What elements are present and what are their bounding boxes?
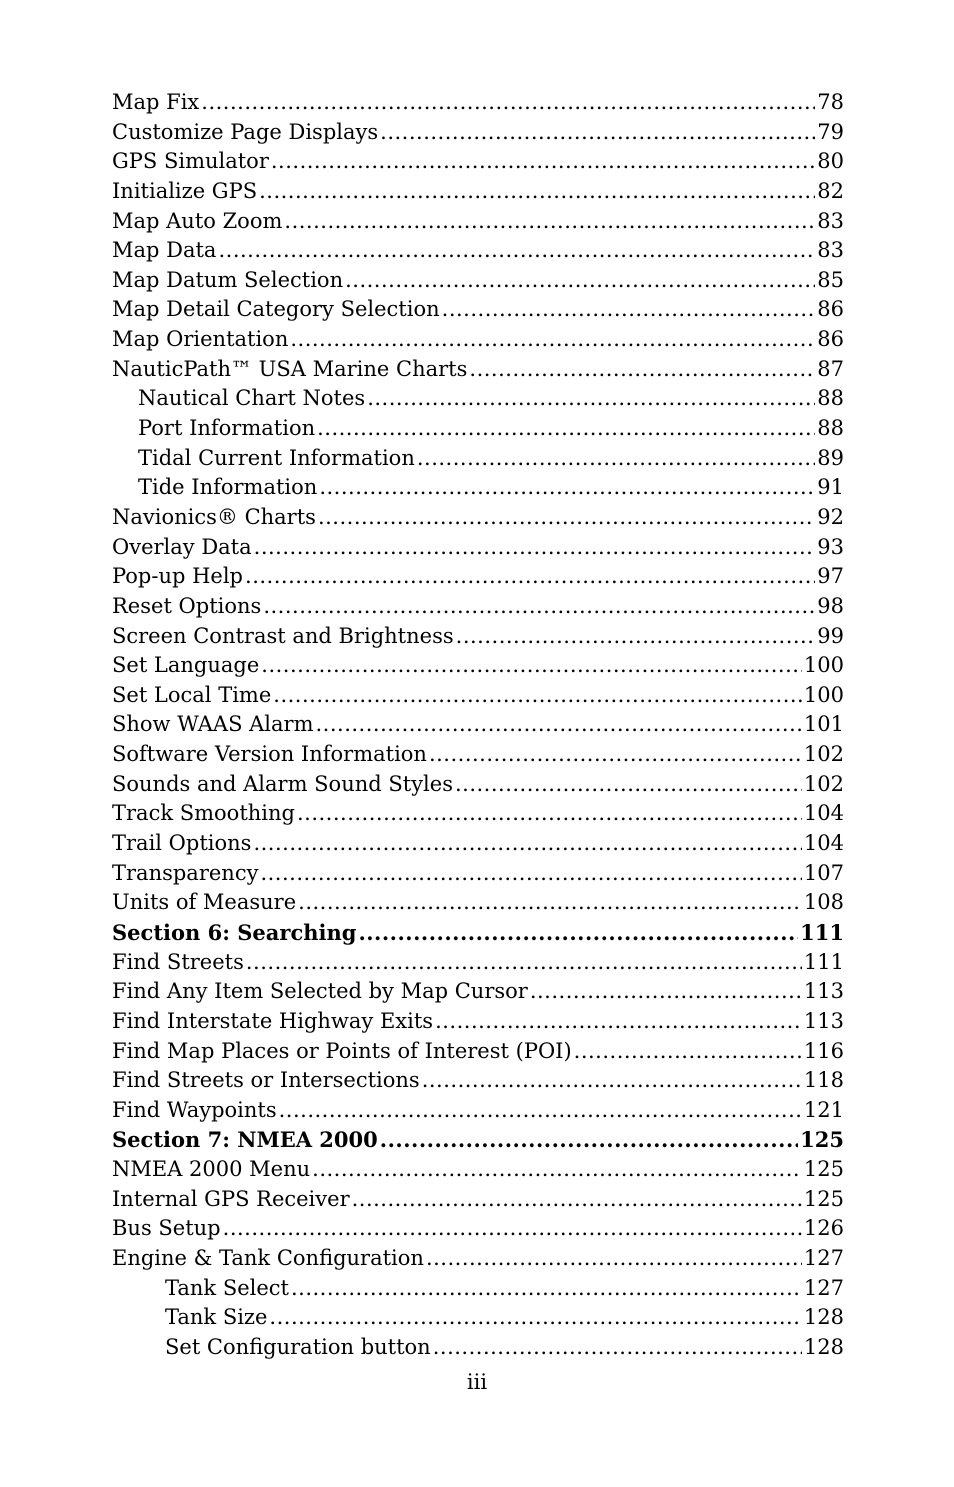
toc-entry[interactable] — [112, 977, 844, 1007]
dot-leader — [352, 1185, 802, 1215]
toc-entry-title: Engine & Tank Configuration — [112, 1245, 424, 1270]
toc-entry-title: Find Streets or Intersections — [112, 1068, 420, 1093]
toc-section-heading[interactable] — [112, 1125, 844, 1155]
toc-entry-page: 118 — [803, 1068, 844, 1093]
toc-entry[interactable] — [112, 295, 844, 325]
dot-leader — [279, 1096, 802, 1126]
dot-leader — [297, 799, 802, 829]
toc-entry[interactable] — [112, 1244, 844, 1274]
dot-leader — [245, 562, 815, 592]
toc-entry-page: 86 — [817, 327, 844, 352]
toc-entry-page: 108 — [803, 890, 844, 915]
dot-leader — [456, 622, 816, 652]
toc-entry-title: Bus Setup — [112, 1216, 221, 1241]
toc-entry-title: Tank Size — [165, 1305, 268, 1330]
toc-entry[interactable] — [112, 1007, 844, 1037]
dot-leader — [263, 592, 815, 622]
toc-entry[interactable] — [112, 118, 844, 148]
toc-entry-title: Overlay Data — [112, 534, 252, 559]
toc-entry-title: GPS Simulator — [112, 149, 269, 174]
dot-leader — [273, 681, 802, 711]
toc-entry-title: Map Auto Zoom — [112, 208, 283, 233]
dot-leader — [574, 1037, 802, 1067]
toc-entry[interactable] — [112, 622, 844, 652]
toc-entry-page: 113 — [803, 1008, 844, 1033]
toc-entry-title: Map Fix — [112, 90, 200, 114]
dot-leader — [284, 207, 815, 237]
dot-leader — [417, 444, 815, 474]
toc-entry-page: 113 — [803, 979, 844, 1004]
toc-entry-page: 127 — [803, 1275, 844, 1300]
dot-leader — [442, 295, 816, 325]
toc-entry-page: 92 — [817, 504, 844, 529]
dot-leader — [291, 1274, 802, 1304]
toc-entry[interactable] — [112, 266, 844, 296]
dot-leader — [218, 236, 815, 266]
toc-entry-page: 107 — [803, 860, 844, 885]
toc-entry[interactable] — [112, 562, 844, 592]
page-number: iii — [466, 1370, 488, 1394]
toc-entry[interactable] — [112, 592, 844, 622]
toc-entry[interactable] — [112, 177, 844, 207]
dot-leader — [429, 740, 802, 770]
toc-entry-page: 98 — [817, 593, 844, 618]
toc-entry[interactable] — [112, 651, 844, 681]
toc-entry-title: Internal GPS Receiver — [112, 1186, 350, 1211]
toc-entry-title: Track Smoothing — [112, 801, 295, 826]
toc-entry-page: 104 — [803, 831, 844, 856]
toc-entry[interactable] — [112, 444, 844, 474]
dot-leader — [246, 948, 802, 978]
dot-leader — [269, 1303, 801, 1333]
toc-entry[interactable] — [112, 473, 844, 503]
toc-entry-page: 111 — [803, 949, 844, 974]
toc-entry-page: 125 — [800, 1127, 844, 1153]
toc-entry[interactable] — [112, 355, 844, 385]
dot-leader — [290, 325, 815, 355]
toc-entry-title: Screen Contrast and Brightness — [112, 623, 454, 648]
dot-leader — [298, 888, 802, 918]
toc-entry-page: 78 — [817, 90, 844, 114]
toc-entry-page: 91 — [817, 475, 844, 500]
toc-entry[interactable] — [112, 533, 844, 563]
toc-entry[interactable] — [112, 948, 844, 978]
dot-leader — [260, 859, 801, 889]
toc-entry-title: Section 7: NMEA 2000 — [112, 1127, 378, 1153]
toc-entry[interactable] — [112, 1037, 844, 1067]
dot-leader — [367, 384, 815, 414]
toc-entry[interactable] — [112, 770, 844, 800]
toc-entry-title: Set Configuration button — [165, 1334, 431, 1359]
toc-entry-page: 86 — [817, 297, 844, 322]
toc-entry-page: 104 — [803, 801, 844, 826]
toc-entry-page: 87 — [817, 356, 844, 381]
toc-entry-title: Find Waypoints — [112, 1097, 277, 1122]
toc-entry-title: Find Interstate Highway Exits — [112, 1008, 434, 1033]
toc-entry-title: Show WAAS Alarm — [112, 712, 314, 737]
toc-entry-page: 83 — [817, 208, 844, 233]
toc-entry-title: Customize Page Displays — [112, 119, 379, 144]
toc-entry[interactable] — [112, 710, 844, 740]
toc-entry[interactable] — [112, 829, 844, 859]
toc-entry-page: 128 — [803, 1305, 844, 1330]
dot-leader — [433, 1333, 802, 1363]
dot-leader — [312, 1155, 802, 1185]
toc-entry-page: 102 — [803, 742, 844, 767]
toc-entry-title: Map Orientation — [112, 327, 289, 352]
toc-entry-title: Software Version Information — [112, 742, 427, 767]
toc-entry-title: Units of Measure — [112, 890, 297, 915]
toc-entry[interactable] — [112, 1214, 844, 1244]
dot-leader — [316, 710, 802, 740]
toc-entry-title: Map Data — [112, 238, 217, 263]
toc-entry-page: 101 — [803, 712, 844, 737]
toc-entry[interactable] — [112, 888, 844, 918]
toc-entry-title: Set Language — [112, 653, 260, 678]
table-of-contents — [112, 88, 844, 1363]
toc-entry-page: 111 — [800, 919, 844, 945]
dot-leader — [254, 533, 816, 563]
toc-entry[interactable] — [112, 414, 844, 444]
toc-entry-title: Trail Options — [112, 831, 252, 856]
toc-entry[interactable] — [112, 384, 844, 414]
toc-entry[interactable] — [112, 236, 844, 266]
dot-leader — [455, 770, 802, 800]
toc-entry-page: 97 — [817, 564, 844, 589]
dot-leader — [201, 88, 815, 118]
toc-entry[interactable] — [112, 1303, 844, 1333]
dot-leader — [261, 651, 802, 681]
dot-leader — [345, 266, 815, 296]
toc-entry-page: 89 — [817, 445, 844, 470]
dot-leader — [469, 355, 815, 385]
toc-entry-title: Map Datum Selection — [112, 267, 344, 292]
toc-entry-title: Reset Options — [112, 593, 262, 618]
toc-entry[interactable] — [112, 1274, 844, 1304]
dot-leader — [380, 1125, 798, 1155]
toc-entry-title: Initialize GPS — [112, 178, 258, 203]
toc-entry-page: 83 — [817, 238, 844, 263]
dot-leader — [358, 918, 798, 948]
dot-leader — [426, 1244, 802, 1274]
dot-leader — [253, 829, 801, 859]
toc-entry-title: Sounds and Alarm Sound Styles — [112, 771, 453, 796]
toc-entry-title: Find Any Item Selected by Map Cursor — [112, 979, 528, 1004]
dot-leader — [318, 503, 815, 533]
toc-entry-title: Port Information — [138, 416, 316, 441]
toc-entry-page: 80 — [817, 149, 844, 174]
toc-entry-page: 127 — [803, 1245, 844, 1270]
dot-leader — [223, 1214, 802, 1244]
dot-leader — [380, 118, 815, 148]
toc-entry-page: 82 — [817, 178, 844, 203]
dot-leader — [422, 1066, 802, 1096]
toc-entry-title: Find Map Places or Points of Interest (POI) — [112, 1038, 572, 1063]
toc-entry-title: Find Streets — [112, 949, 244, 974]
toc-entry[interactable] — [112, 859, 844, 889]
toc-entry-title: Set Local Time — [112, 682, 272, 707]
toc-entry-title: Transparency — [112, 860, 259, 885]
toc-entry-title: NMEA 2000 Menu — [112, 1157, 311, 1182]
toc-entry-page: 121 — [803, 1097, 844, 1122]
toc-entry[interactable] — [112, 325, 844, 355]
toc-section-heading[interactable] — [112, 918, 844, 948]
toc-entry[interactable] — [112, 740, 844, 770]
toc-entry-page: 100 — [803, 682, 844, 707]
toc-entry-title: Navionics® Charts — [112, 504, 316, 529]
toc-entry[interactable] — [112, 1333, 844, 1363]
toc-entry[interactable] — [112, 503, 844, 533]
toc-entry-page: 116 — [803, 1038, 844, 1063]
toc-entry-page: 99 — [817, 623, 844, 648]
toc-entry[interactable] — [112, 799, 844, 829]
dot-leader — [317, 414, 815, 444]
toc-entry[interactable] — [112, 207, 844, 237]
dot-leader — [435, 1007, 802, 1037]
toc-entry-page: 88 — [817, 386, 844, 411]
dot-leader — [319, 473, 815, 503]
toc-entry[interactable] — [112, 1185, 844, 1215]
toc-entry-page: 102 — [803, 771, 844, 796]
toc-entry-title: Section 6: Searching — [112, 919, 357, 945]
dot-leader — [530, 977, 802, 1007]
toc-entry-title: Tide Information — [138, 475, 318, 500]
toc-entry[interactable] — [112, 147, 844, 177]
toc-entry-page: 125 — [803, 1186, 844, 1211]
toc-entry-page: 93 — [817, 534, 844, 559]
toc-entry-page: 125 — [803, 1157, 844, 1182]
toc-entry-title: Pop-up Help — [112, 564, 244, 589]
toc-entry-page: 88 — [817, 416, 844, 441]
toc-entry-title: Tidal Current Information — [138, 445, 415, 470]
toc-entry-page: 128 — [803, 1334, 844, 1359]
toc-entry-title: Tank Select — [165, 1275, 289, 1300]
toc-entry[interactable] — [112, 1096, 844, 1126]
toc-entry[interactable] — [112, 681, 844, 711]
toc-entry-page: 79 — [817, 119, 844, 144]
toc-entry-title: NauticPath™ USA Marine Charts — [112, 356, 468, 381]
toc-entry-title: Nautical Chart Notes — [138, 386, 366, 411]
dot-leader — [259, 177, 815, 207]
toc-entry-page: 85 — [817, 267, 844, 292]
toc-entry-title: Map Detail Category Selection — [112, 297, 440, 322]
toc-entry[interactable] — [112, 1066, 844, 1096]
toc-entry-page: 126 — [803, 1216, 844, 1241]
dot-leader — [271, 147, 815, 177]
toc-entry[interactable] — [112, 1155, 844, 1185]
toc-entry-page: 100 — [803, 653, 844, 678]
toc-entry[interactable] — [112, 88, 844, 118]
